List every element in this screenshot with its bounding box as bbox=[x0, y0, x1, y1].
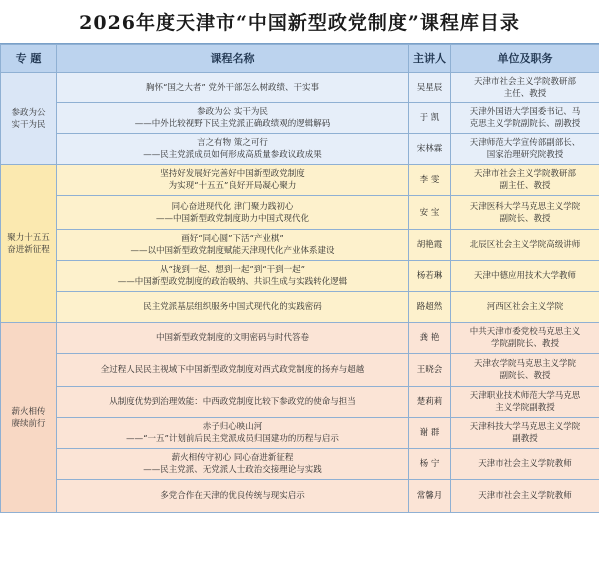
section-label-line: 薪火相传 bbox=[11, 406, 46, 417]
section-label bbox=[1, 73, 57, 165]
unit-position-line: 克思主义学院副院长、副教授 bbox=[469, 119, 581, 129]
course-title: 赤子归心映山河 bbox=[202, 422, 263, 432]
lecturer-name: 杨 宁 bbox=[409, 449, 451, 480]
table-row bbox=[1, 196, 599, 230]
table-row bbox=[1, 230, 599, 261]
unit-position-line: 学院副院长、教授 bbox=[490, 339, 559, 349]
table-row bbox=[1, 418, 599, 449]
lecturer-name: 路超然 bbox=[409, 292, 451, 323]
table-row bbox=[1, 134, 599, 165]
course-name-cell bbox=[57, 261, 409, 292]
unit-position-cell bbox=[451, 261, 599, 292]
course-name-cell bbox=[57, 196, 409, 230]
course-name-cell bbox=[57, 354, 409, 387]
section-label bbox=[1, 323, 57, 513]
lecturer-name: 安 宝 bbox=[409, 196, 451, 230]
header-lecturer: 主讲人 bbox=[409, 45, 451, 73]
course-subtitle: ——中国新型政党制度助力中国式现代化 bbox=[155, 213, 309, 224]
unit-position-line: 副院长、教授 bbox=[499, 371, 551, 381]
course-title: 从“拢到一起、想到一起”到“干到一起” bbox=[160, 265, 305, 275]
unit-position-cell bbox=[451, 418, 599, 449]
lecturer-name: 常馨月 bbox=[409, 480, 451, 513]
lecturer-name: 李 雯 bbox=[409, 165, 451, 196]
table-row bbox=[1, 165, 599, 196]
header-section: 专 题 bbox=[1, 45, 57, 73]
unit-position-line: 国家治理研究院教授 bbox=[486, 150, 564, 160]
lecturer-name: 胡艳霞 bbox=[409, 230, 451, 261]
unit-position-line: 天津中德应用技术大学教师 bbox=[473, 271, 576, 281]
unit-position-cell bbox=[451, 103, 599, 134]
course-title: 同心奋进现代化 津门聚力践初心 bbox=[171, 201, 294, 212]
course-name-cell bbox=[57, 73, 409, 103]
section-label-line: 实干为民 bbox=[11, 119, 46, 130]
course-subtitle: 为实现“十五五”良好开局凝心聚力 bbox=[168, 181, 297, 191]
table-row bbox=[1, 449, 599, 480]
course-title: 坚持好发展好完善好中国新型政党制度 bbox=[160, 169, 305, 179]
section-label-line: 聚力十五五 bbox=[7, 232, 50, 243]
course-title: 言之有物 策之可行 bbox=[197, 138, 268, 148]
table-header-row bbox=[1, 45, 599, 73]
unit-position-cell bbox=[451, 165, 599, 196]
table-row bbox=[1, 103, 599, 134]
course-catalog-table bbox=[0, 44, 599, 513]
unit-position-line: 副院长、教授 bbox=[499, 213, 551, 224]
unit-position-line: 天津科技大学马克思主义学院 bbox=[469, 422, 581, 432]
unit-position-line: 天津市社会主义学院教师 bbox=[478, 491, 572, 501]
course-name-cell bbox=[57, 480, 409, 513]
course-title: 中国新型政党制度的文明密码与时代答卷 bbox=[155, 333, 309, 343]
page-title: 2026年度天津市“中国新型政党制度”课程库目录 bbox=[0, 0, 599, 44]
header-course-name: 课程名称 bbox=[57, 45, 409, 73]
course-name-cell bbox=[57, 230, 409, 261]
course-name-cell bbox=[57, 165, 409, 196]
unit-position-cell bbox=[451, 196, 599, 230]
unit-position-line: 主义学院副教授 bbox=[495, 403, 555, 413]
course-name-cell bbox=[57, 387, 409, 418]
course-title: 画好“同心圆”下活“产业棋” bbox=[181, 234, 284, 244]
unit-position-cell bbox=[451, 292, 599, 323]
unit-position-line: 中共天津市委党校马克思主义 bbox=[469, 327, 581, 337]
course-subtitle: ——“一五”计划前后民主党派成员归国建功的历程与启示 bbox=[126, 434, 339, 444]
lecturer-name: 杨若琳 bbox=[409, 261, 451, 292]
table-row bbox=[1, 323, 599, 354]
course-name-cell bbox=[57, 134, 409, 165]
table-row bbox=[1, 480, 599, 513]
section-label-line: 参政为公 bbox=[11, 107, 46, 118]
lecturer-name: 吴星辰 bbox=[409, 73, 451, 103]
lecturer-name: 龚 艳 bbox=[409, 323, 451, 354]
unit-position-line: 天津外国语大学国委书记、马 bbox=[469, 107, 581, 117]
course-title: 胸怀“国之大者” 党外干部怎么树政绩、干实事 bbox=[146, 82, 319, 93]
unit-position-line: 副主任、教授 bbox=[499, 181, 551, 191]
course-title: 薪火相传守初心 同心奋进新征程 bbox=[171, 453, 294, 463]
course-subtitle: ——民主党派成员如何形成高质量参政议政成果 bbox=[143, 150, 322, 160]
section-label-line: 奋进新征程 bbox=[7, 244, 50, 255]
lecturer-name: 楚莉莉 bbox=[409, 387, 451, 418]
course-name-cell bbox=[57, 449, 409, 480]
unit-position-line: 天津市社会主义学院教研部 bbox=[473, 169, 576, 179]
course-subtitle: ——中国新型政党制度的政治吸纳、共识生成与实践转化逻辑 bbox=[117, 277, 348, 287]
unit-position-cell bbox=[451, 323, 599, 354]
section-label bbox=[1, 165, 57, 323]
course-title: 从制度优势到治理效能：中西政党制度比较下参政党的使命与担当 bbox=[109, 397, 356, 407]
course-title: 全过程人民民主视域下中国新型政党制度对西式政党制度的扬弃与超越 bbox=[100, 365, 365, 375]
unit-position-line: 北辰区社会主义学院高级讲师 bbox=[469, 240, 581, 250]
unit-position-cell bbox=[451, 354, 599, 387]
course-subtitle: ——中外比较视野下民主党派正确政绩观的逻辑解码 bbox=[134, 119, 331, 129]
course-title: 民主党派基层组织服务中国式现代化的实践密码 bbox=[143, 302, 322, 312]
lecturer-name: 谢 群 bbox=[409, 418, 451, 449]
unit-position-cell bbox=[451, 449, 599, 480]
header-unit-position: 单位及职务 bbox=[451, 45, 599, 73]
unit-position-line: 副教授 bbox=[512, 434, 538, 444]
lecturer-name: 于 凯 bbox=[409, 103, 451, 134]
unit-position-line: 天津医科大学马克思主义学院 bbox=[469, 201, 581, 212]
course-name-cell bbox=[57, 292, 409, 323]
lecturer-name: 宋林霖 bbox=[409, 134, 451, 165]
course-title: 多党合作在天津的优良传统与现实启示 bbox=[160, 491, 305, 501]
unit-position-cell bbox=[451, 230, 599, 261]
course-title: 参政为公 实干为民 bbox=[197, 107, 268, 117]
unit-position-line: 天津市社会主义学院教研部 bbox=[473, 76, 576, 87]
course-subtitle: ——以中国新型政党制度赋能天津现代化产业体系建设 bbox=[130, 246, 335, 256]
table-row bbox=[1, 73, 599, 103]
unit-position-line: 天津师范大学宣传部副部长、 bbox=[469, 138, 581, 148]
unit-position-cell bbox=[451, 387, 599, 418]
table-body bbox=[1, 73, 599, 513]
lecturer-name: 王晓会 bbox=[409, 354, 451, 387]
unit-position-line: 主任、教授 bbox=[503, 88, 547, 99]
unit-position-cell bbox=[451, 480, 599, 513]
unit-position-line: 河西区社会主义学院 bbox=[486, 302, 564, 312]
unit-position-line: 天津农学院马克思主义学院 bbox=[473, 359, 576, 369]
unit-position-line: 天津职业技术师范大学马克思 bbox=[469, 391, 581, 401]
table-row bbox=[1, 354, 599, 387]
table-row bbox=[1, 387, 599, 418]
table-row bbox=[1, 261, 599, 292]
unit-position-line: 天津市社会主义学院教师 bbox=[478, 459, 572, 469]
unit-position-cell bbox=[451, 73, 599, 103]
course-name-cell bbox=[57, 103, 409, 134]
course-name-cell bbox=[57, 418, 409, 449]
unit-position-cell bbox=[451, 134, 599, 165]
course-subtitle: ——民主党派、无党派人士政治交接理论与实践 bbox=[143, 465, 322, 475]
table-row bbox=[1, 292, 599, 323]
section-label-line: 赓续前行 bbox=[11, 418, 46, 429]
course-name-cell bbox=[57, 323, 409, 354]
